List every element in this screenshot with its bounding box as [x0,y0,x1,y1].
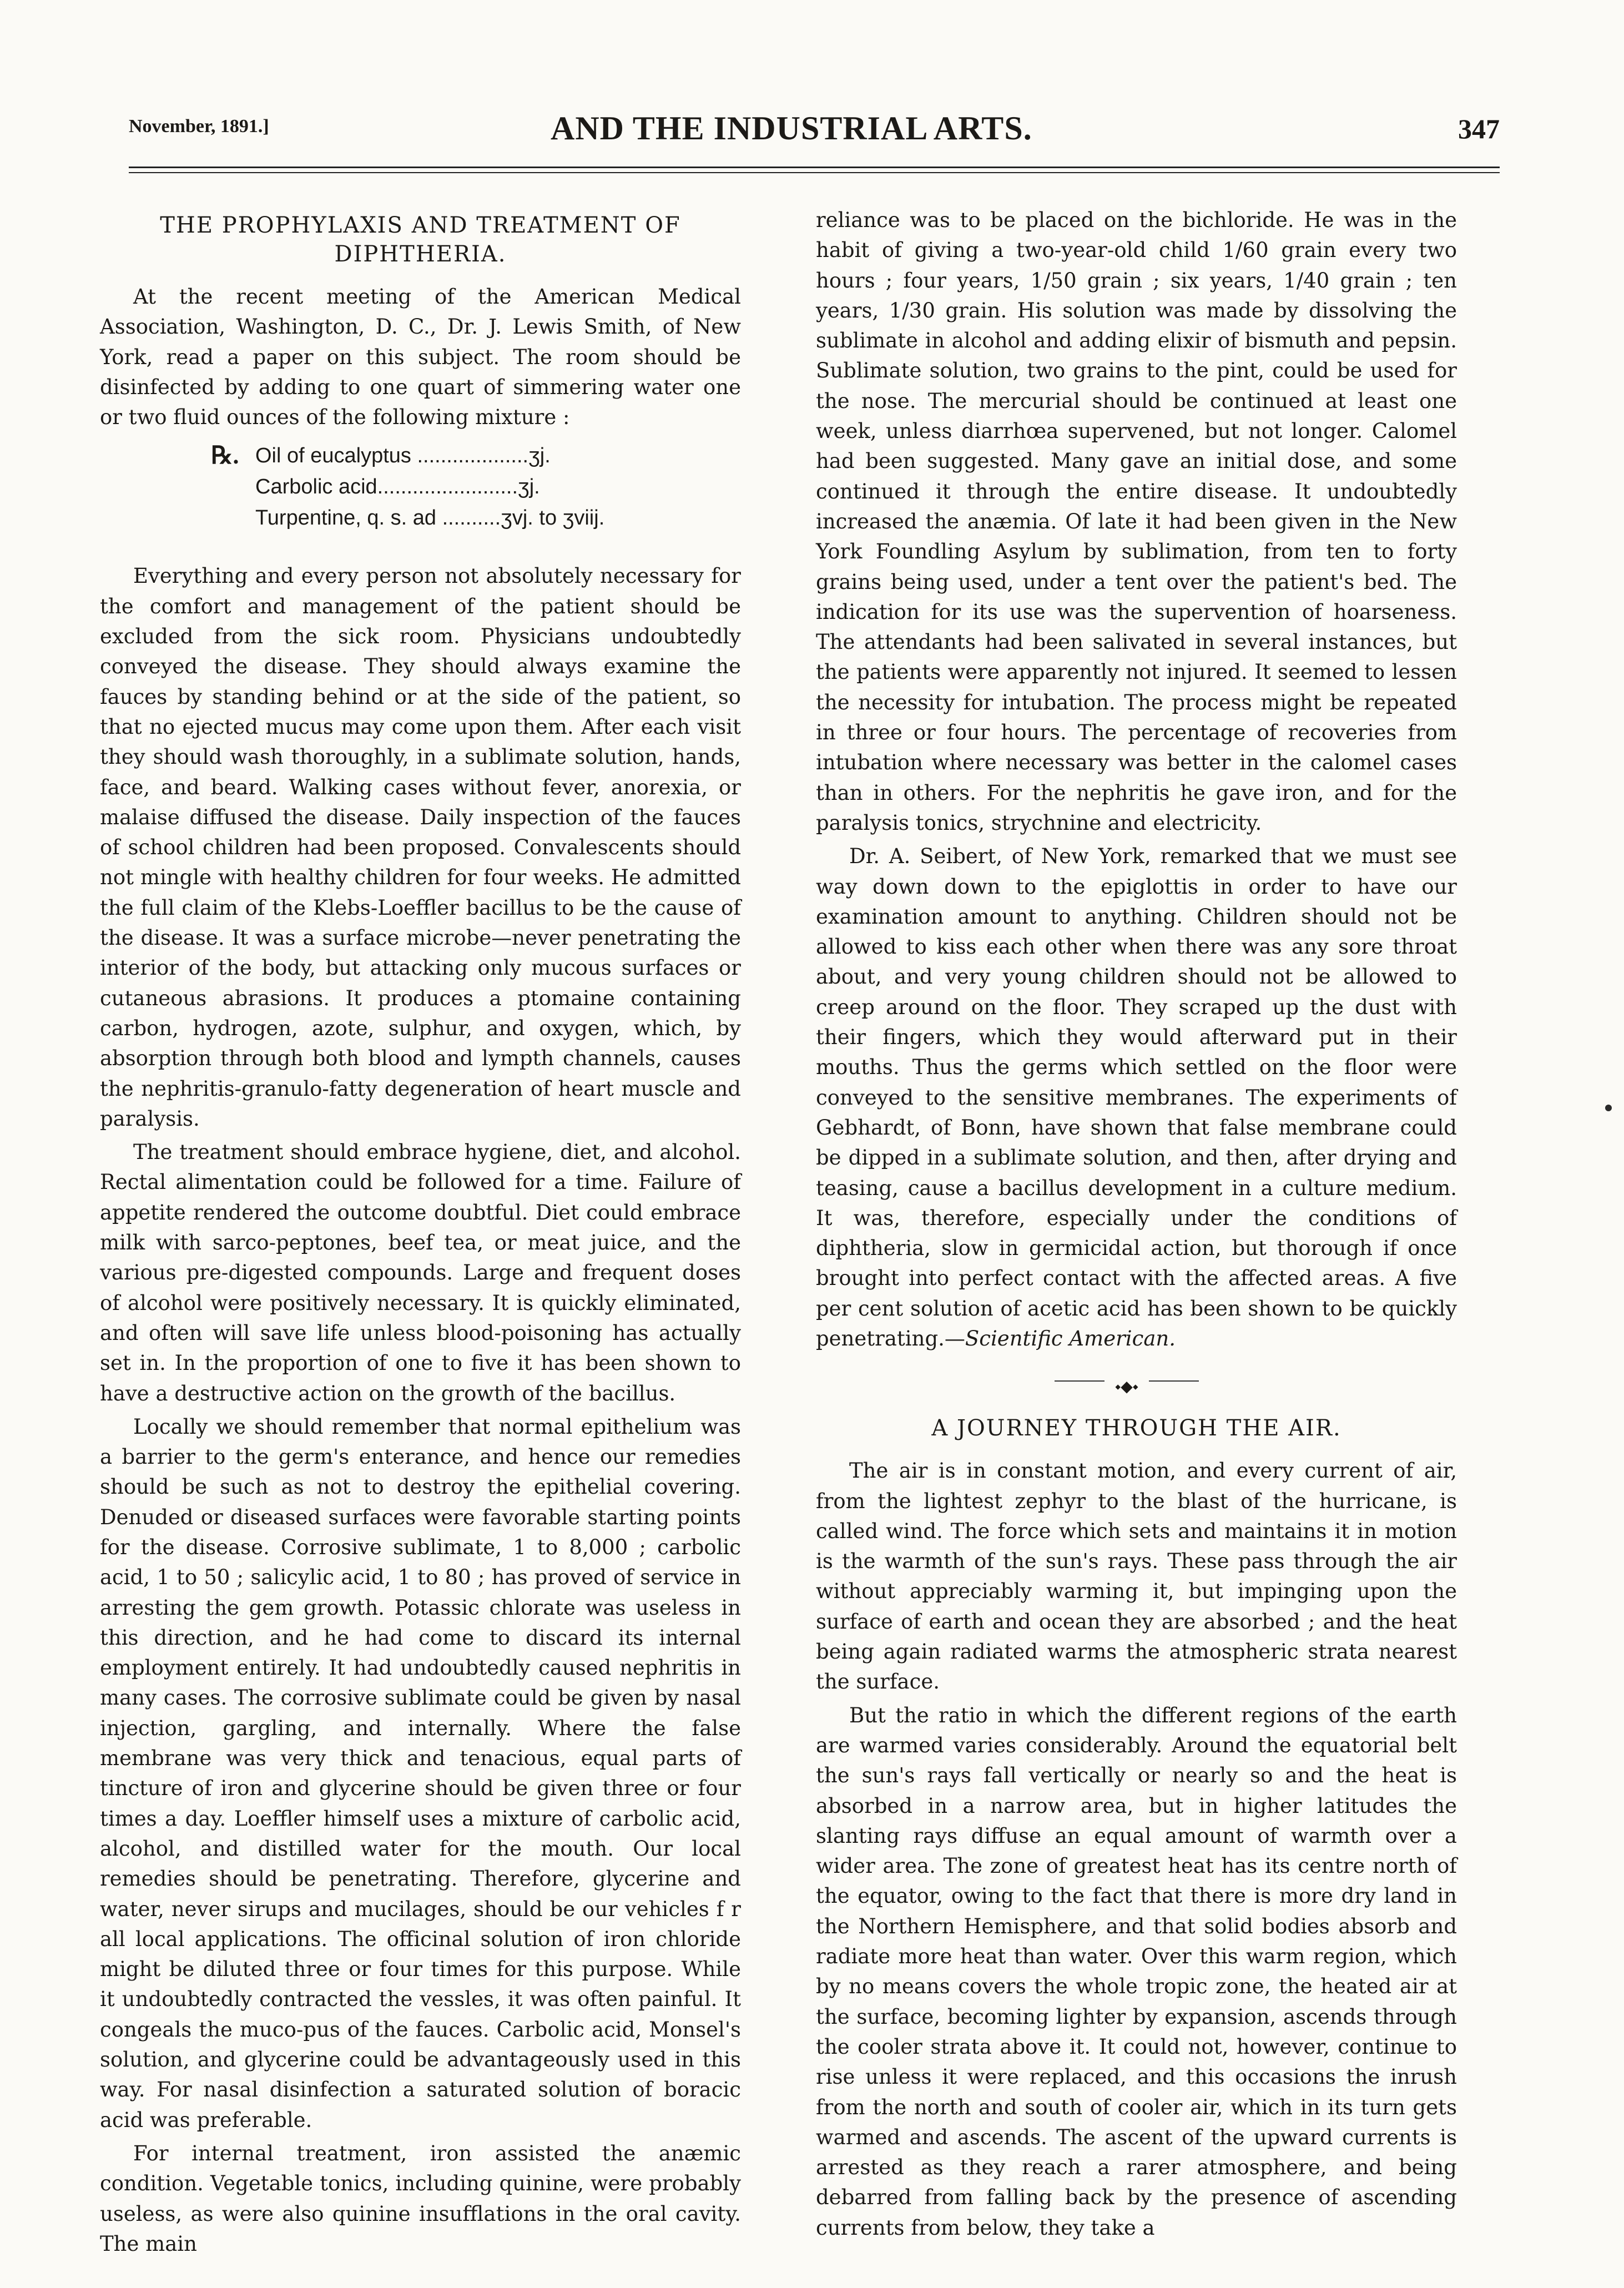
body-paragraph: The air is in constant motion, and every current of air, from the lightest zephyr to the blast of the hurricane, is called wind. The force which sets and maintains it in motion is the warmth of the sun's rays. These pass through the air without appreciably warming it, but impinging upon the surface of earth and ocean they are absorbed ; and the heat being again radiated warms the atmospheric strata nearest the surface. [816,1459,1457,1694]
header-journal-title: AND THE INDUSTRIAL ARTS. [551,110,1032,147]
article-separator [816,1364,1457,1398]
prescription-line: Turpentine, q. s. ad ..........ʒvj. to ʒviij. [255,506,605,530]
header-date: November, 1891.] [129,116,269,137]
article-intro-paragraph: At the recent meeting of the American Medical Association, Washington, D. C., Dr. J. Lewis Smith, of New York, read a paper on this subject. The room should be disinfected by adding to one quart of simmering water one or two fluid ounces of the following mixture : [100,285,741,430]
right-column [816,205,1457,2243]
prescription-block [100,439,741,546]
body-paragraph: But the ratio in which the different regions of the earth are warmed varies considerably. Around the equatorial belt the sun's rays fall vertically or nearly so and the heat is absorbed in a narrow area, but in higher latitudes the slanting rays diffuse an equal amount of warmth over a wider area. The zone of greatest heat has its centre north of the equator, owing to the fact that there is more dry land in the Northern Hemisphere, and that solid bodies absorb and radiate more heat than water. Over this warm region, which by no means covers the whole tropic zone, the heated air at the surface, becoming lighter by expansion, ascends through the cooler strata above it. It could not, however, continue to rise unless it were replaced, and this occasions the inrush from the north and south of cooler air, which in its turn gets warmed and ascends. The ascent of the upward currents is arrested as they reach a rarer atmosphere, and being debarred from falling back by the presence of ascending currents from below, they take a [816,1703,1457,2240]
header-rule [129,167,1500,168]
body-paragraph: The treatment should embrace hygiene, diet, and alcohol. Rectal alimentation could be followed for a time. Failure of appetite rendered the outcome doubtful. Diet could embrace milk with sarco-peptones, beef tea, or meat juice, and the various pre-digested compounds. Large and frequent doses of alcohol were positively necessary. It is quickly eliminated, and often will save life unless blood-poisoning has actually set in. In the proportion of one to five it has been shown to have a destructive action on the growth of the bacillus. [100,1140,741,1405]
prescription-line: Oil of eucalyptus ...................ʒj. [255,444,551,468]
prescription-line: Carbolic acid........................ʒj. [255,475,540,499]
header-rule-thin [129,172,1500,173]
body-paragraph-text: Dr. A. Seibert, of New York, remarked that we must see way down down to the epiglottis in order to have our examination amount to anything. Children should not be allowed to kiss each other when there was any sore throat about, and very young children should not be allowed to creep around on the floor. They scraped up the dust with their fingers, which they would afterward put in their mouths. Thus the germs which settled on the floor were conveyed to the sensitive membranes. The experiments of Gebhardt, of Bonn, have shown that false membrane could be dipped in a sublimate solution, and then, after drying and teasing, cause a bacillus development in a culture medium. It was, therefore, especially under the conditions of diphtheria, slow in germicidal action, but thorough if once brought into perfect contact with the affected areas. A five per cent solution of acetic acid has been shown to be quickly penetrating.— [816,844,1457,1350]
body-paragraph: Locally we should remember that normal epithelium was a barrier to the germ's enterance, and hence our remedies should be such as not to destroy the epithelial covering. Denuded or diseased surfaces were favorable starting points for the disease. Corrosive sublimate, 1 to 8,000 ; carbolic acid, 1 to 50 ; salicylic acid, 1 to 80 ; has proved of service in arresting the gem growth. Potassic chlorate was useless in this direction, and he had come to discard its internal employment entirely. It had undoubtedly caused nephritis in many cases. The corrosive sublimate could be given by nasal injection, gargling, and internally. Where the false membrane was very thick and tenacious, equal parts of tincture of iron and glycerine should be given three or four times a day. Loeffler himself uses a mixture of carbolic acid, alcohol, and distilled water for the mouth. Our local remedies should be penetrating. Therefore, glycerine and water, never sirups and mucilages, should be our vehicles f r all local applications. The officinal solution of iron chloride might be diluted three or four times for this purpose. While it undoubtedly contracted the vessles, it was often painful. It congeals the muco-pus of the fauces. Carbolic acid, Monsel's solution, and glycerine could be advantageously used in this way. For nasal disinfection a saturated solution of boracic acid was preferable. [100,1414,741,2132]
body-paragraph: For internal treatment, iron assisted the anæmic condition. Vegetable tonics, including quinine, were probably useless, as were also quinine insufflations in the oral cavity. The main [100,2141,741,2256]
separator-ornament-icon: ⬩◆⬩ [1104,1372,1149,1402]
recipe-symbol: ℞. [211,442,239,470]
scan-speck [1605,1105,1612,1111]
body-paragraph-continued: reliance was to be placed on the bichloride. He was in the habit of giving a two-year-old child 1/60 grain every two hours ; four years, 1/50 grain ; six years, 1/40 grain ; ten years, 1/30 grain. His solution was made by dissolving the sublimate in alcohol and adding elixir of bismuth and pepsin. Sublimate solution, two grains to the pint, could be used for the nose. The mercurial should be continued at least one week, unless diarrhœa supervened, but not longer. Calomel had been suggested. Many gave an initial dose, and some continued it through the entire disease. It undoubtedly increased the anæmia. Of late it had been given in the New York Foundling Asylum by sublimation, from ten to forty grains being used, under a tent over the patient's bed. The indication for its use was the supervention of hoarseness. The attendants had been salivated in several instances, but the patients were apparently not injured. It seemed to lessen the necessity for intubation. The process might be repeated in three or four hours. The percentage of recoveries from intubation where necessary was better in the calomel cases than in others. For the nephritis he gave iron, and for the paralysis tonics, strychnine and electricity. [816,208,1457,835]
article-title-diphtheria: THE PROPHYLAXIS AND TREATMENT OF DIPHTHERIA. [160,213,681,267]
article-title-journey: A JOURNEY THROUGH THE AIR. [931,1415,1341,1442]
left-column [100,205,741,2259]
body-paragraph: Everything and every person not absolutely necessary for the comfort and management of the patient should be excluded from the sick room. Physicians undoubtedly conveyed the disease. They should always examine the fauces by standing behind or at the side of the patient, so that no ejected mucus may come upon them. After each visit they should wash thoroughly, in a sublimate solution, hands, face, and beard. Walking cases without fever, anorexia, or malaise diffused the disease. Daily inspection of the fauces of school children had been proposed. Convalescents should not mingle with healthy children for four weeks. He admitted the full claim of the Klebs-Loeffler bacillus to be the cause of the disease. It was a surface microbe—never penetrating the interior of the body, but attacking only mucous surfaces or cutaneous abrasions. It produces a ptomaine containing carbon, hydrogen, azote, sulphur, and oxygen, which, by absorption through both blood and lympth channels, causes the nephritis-granulo-fatty degeneration of heart muscle and paralysis. [100,564,741,1131]
page-number: 347 [1458,113,1500,144]
running-header [129,110,1500,164]
body-paragraph [816,841,1457,1354]
source-citation: Scientific American. [965,1326,1176,1350]
